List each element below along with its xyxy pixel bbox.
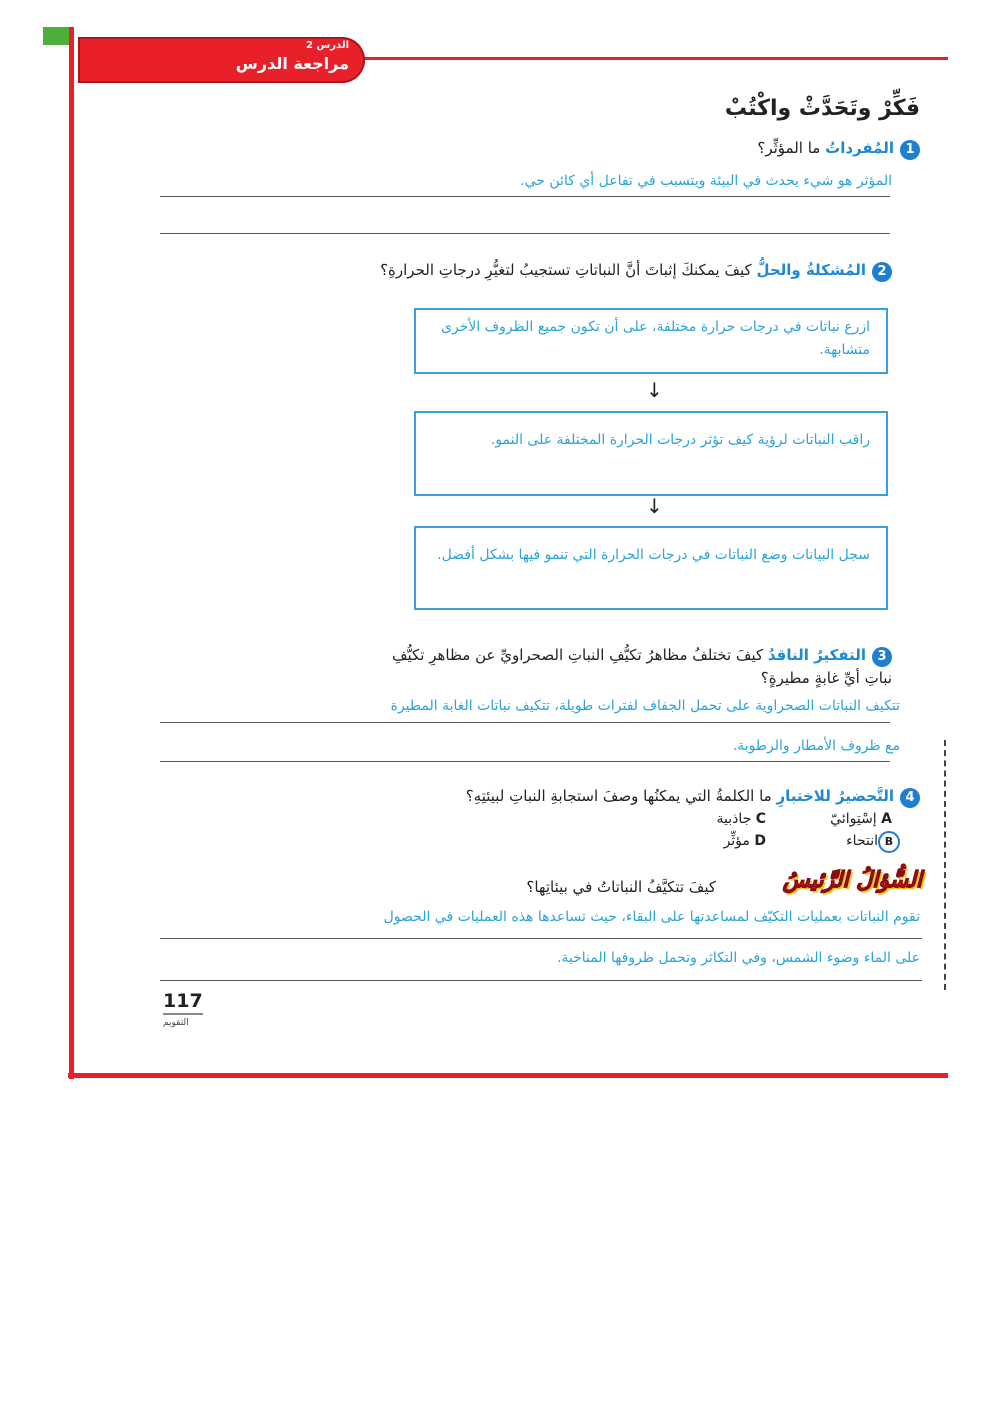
big-idea-badge: السُّؤالُ الرَّئيسُ: [782, 868, 922, 893]
section-title: فَكِّرْ وتَحَدَّثْ واكْتُبْ: [724, 96, 920, 121]
option-c[interactable]: [716, 808, 766, 830]
question-text: كيفَ يمكنكَ إثباتَ أنَّ النباتاتِ تستجيبُ لتغيُّرِ درجاتِ الحرارةِ؟: [380, 261, 752, 279]
down-arrow-icon: ↓: [646, 494, 663, 518]
answer-line: [160, 938, 922, 939]
option-letter: D: [754, 833, 766, 849]
question-text: ما المؤثِّر؟: [757, 139, 821, 157]
question-keyword: التَّحضيرُ للاختبارِ: [776, 787, 894, 805]
question-4: [466, 785, 920, 808]
question-number: 3: [872, 647, 892, 667]
option-text: إسْتِوائيّ: [830, 811, 877, 827]
option-letter: A: [881, 811, 892, 827]
question-3: [362, 644, 892, 689]
page-number: 117: [163, 990, 203, 1015]
flow-step-1: ازرع نباتات في درجات حرارة مختلفة، على أن تكون جميع الظروف الأخرى متشابهة.: [414, 308, 888, 374]
question-text: كيفَ تختلفُ مظاهرُ تكيُّفِ النباتِ الصحراويِّ عن مظاهرِ تكيُّفِ نباتِ أيِّ غابةٍ مطيرةٍ؟: [391, 646, 892, 687]
left-red-border: [69, 27, 74, 1079]
answer-line: [160, 980, 922, 981]
big-idea-question: كيفَ تتكيَّفُ النباتاتُ في بيئاتِها؟: [526, 878, 716, 896]
page-section-label: التقويم: [163, 1018, 189, 1028]
flow-step-2: راقب النباتات لرؤية كيف تؤثر درجات الحرارة المختلفة على النمو.: [414, 411, 888, 496]
down-arrow-icon: ↓: [646, 378, 663, 402]
option-letter: C: [755, 811, 766, 827]
answer-1: المؤثر هو شيء يحدث في البيئة ويتسبب في تفاعل أي كائن حي.: [520, 173, 892, 189]
question-number: 4: [900, 788, 920, 808]
option-text: جاذبية: [716, 811, 752, 827]
question-2: [332, 259, 892, 282]
big-idea-answer-line-2: على الماء وضوء الشمس، وفي التكاثر وتحمل ظروفها المناخية.: [556, 950, 920, 966]
lesson-title: مراجعة الدرس: [235, 54, 349, 73]
answer-3-line-1: تتكيف النباتات الصحراوية على تحمل الجفاف لفترات طويلة، تتكيف نباتات الغابة المطيرة: [390, 698, 900, 714]
question-keyword: المُفرداتُ: [825, 139, 894, 157]
question-keyword: المُشكلةُ والحلُّ: [756, 261, 866, 279]
answer-line: [160, 233, 890, 234]
green-corner-mark: [43, 27, 69, 45]
lesson-label: الدرس 2: [306, 40, 349, 51]
question-number: 1: [900, 140, 920, 160]
option-b-selected[interactable]: [846, 830, 900, 853]
top-red-line: [360, 57, 948, 60]
option-letter-circled: B: [878, 831, 900, 853]
option-d[interactable]: [724, 830, 766, 852]
bottom-red-line: [68, 1073, 948, 1078]
answer-3-line-2: مع ظروف الأمطار والرطوبة.: [732, 738, 900, 754]
question-keyword: التفكيرُ الناقدُ: [767, 646, 866, 664]
question-number: 2: [872, 262, 892, 282]
option-text: مؤثِّر: [723, 833, 750, 849]
side-dashed-mark: [944, 740, 946, 990]
answer-line: [160, 196, 890, 197]
option-a[interactable]: [830, 808, 892, 830]
answer-line: [160, 722, 890, 723]
question-1: [757, 137, 920, 160]
lesson-header-tab: [78, 37, 365, 83]
answer-line: [160, 761, 890, 762]
question-text: ما الكلمةُ التي يمكنُها وصفَ استجابةِ النباتِ لبيئتِهِ؟: [465, 787, 772, 805]
big-idea-answer-line-1: تقوم النباتات بعمليات التكيّف لمساعدتها على البقاء، حيث تساعدها هذه العمليات في الحصول: [383, 909, 920, 925]
flow-step-3: سجل البيانات وضع النباتات في درجات الحرارة التي تنمو فيها بشكل أفضل.: [414, 526, 888, 610]
option-text: انتحاء: [846, 833, 878, 849]
